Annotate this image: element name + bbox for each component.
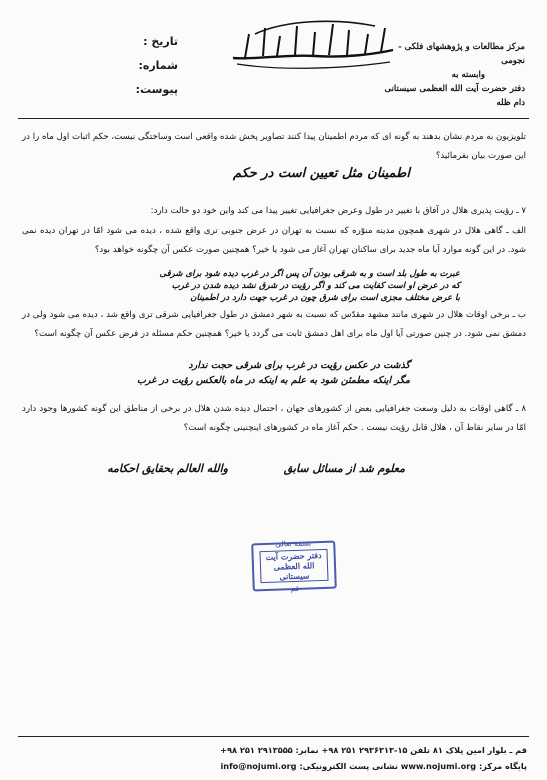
letter-meta-labels — [118, 30, 178, 102]
affiliation-label: وابسته به — [451, 70, 485, 80]
footer-web-email: پایگاه مرکز: www.nojumi.org نشانی پست الکترونیکی: info@nojumi.org — [220, 761, 527, 771]
paragraph-intro: تلویزیون به مردم نشان بدهند به گونه ای که مردم اطمینان پیدا کنند تصاویر پخش شده واقعی است وساختگی نیست، حکم اثبات اول ماه را در این صورت بیان بفرمائید؟ — [22, 132, 526, 161]
handwritten-answer-1: اطمینان مثل تعیین است در حکم — [232, 166, 410, 181]
question-7: ۷ ـ رؤیت پذیری هلال در آفاق با تغییر در طول وعرض جغرافیایی تغییر پیدا می کند واین خود دو حالت دارد: — [150, 206, 526, 216]
office-name: دفتر حضرت آیت الله العظمی سیستانی دام ظله — [384, 84, 525, 108]
office-stamp — [251, 538, 337, 594]
footer-divider — [18, 736, 529, 737]
institution-name: مرکز مطالعات و پژوهشهای فلکی - نجومی — [398, 42, 525, 66]
date-label: تاریخ : — [143, 35, 178, 48]
institution-header — [375, 40, 525, 110]
handwritten-closing-1: معلوم شد از مسائل سابق — [283, 462, 405, 475]
stamp-text: قم — [290, 583, 300, 594]
header-divider — [18, 118, 529, 119]
handwritten-line: گذشت در عکس رؤیت در غرب برای شرقی حجت ندارد — [188, 360, 410, 371]
number-label: شماره: — [138, 59, 178, 72]
handwritten-line: مگر اینکه مطمئن شود به علم به اینکه در ماه بالعکس رؤیت در غرب — [136, 375, 410, 386]
handwritten-answer-3 — [90, 358, 410, 388]
handwritten-line: عبرت به طول بلد است و به شرقی بودن آن پس اگر در غرب دیده شود برای شرقی — [159, 269, 460, 279]
handwritten-line: با عرض مختلف مجزی است برای شرق چون در غرب جهت دارد در اطمینان — [190, 293, 460, 303]
handwritten-answer-2 — [40, 268, 460, 304]
question-7a: الف ـ گاهی هلال در شهری همچون مدینه منوّره که نسبت به تهران در عرض جنوبی تری واقع شده ، دیده می شود امّا در تهران دیده نمی شود. در این گونه موارد آیا ماه جدید برای ساکنان تهران آغاز می شود یا خیر؟ همچنین صورت عکس آن چگونه خواهد بود؟ — [22, 226, 526, 255]
stamp-text: بسمه تعالی — [275, 538, 312, 549]
question-8: ۸ ـ گاهی اوقات به دلیل وسعت جغرافیایی بعض از کشورهای جهان ، احتمال دیده شدن هلال در برخی از مناطق این گونه کشورها وجود دارد امّا در سایر نقاط آن ، هلال قابل رؤیت نیست . حکم آغاز ماه در کشورهای اینچنینی چگونه است؟ — [22, 404, 526, 433]
footer-address: قم ـ بلوار امین پلاک ۸۱ تلفن ۱۵-۲۹۳۶۳۱۳ ۲۵۱ ۹۸+ نمابر: ۲۹۱۳۵۵۵ ۲۵۱ ۹۸+ — [220, 745, 527, 755]
attachment-label: پیوست: — [135, 83, 178, 96]
footer-contact — [22, 742, 527, 774]
handwritten-line: که در عرض او است کفایت می کند و اگر رؤیت در شرق نشد دیده شدن در غرب — [171, 281, 460, 291]
question-7b: ب ـ برخی اوقات هلال در شهری مانند مشهد مقدّس که نسبت به شهر دمشق در طول جغرافیایی شرقی تری واقع شد ، دیده می شود ولی در دمشق نمی شود. در چنین صورتی آیا اول ماه برای اهل دمشق ثابت می گردد یا خیر؟ همچنین حکم مسئله در فرض عکس آن چگونه است؟ — [22, 310, 526, 339]
handwritten-closing-2: والله العالم بحقایق احکامه — [107, 462, 228, 475]
basmala-calligraphy — [225, 14, 400, 74]
stamp-text: دفتر حضرت آیت الله العظمی سیستانی — [259, 549, 328, 583]
